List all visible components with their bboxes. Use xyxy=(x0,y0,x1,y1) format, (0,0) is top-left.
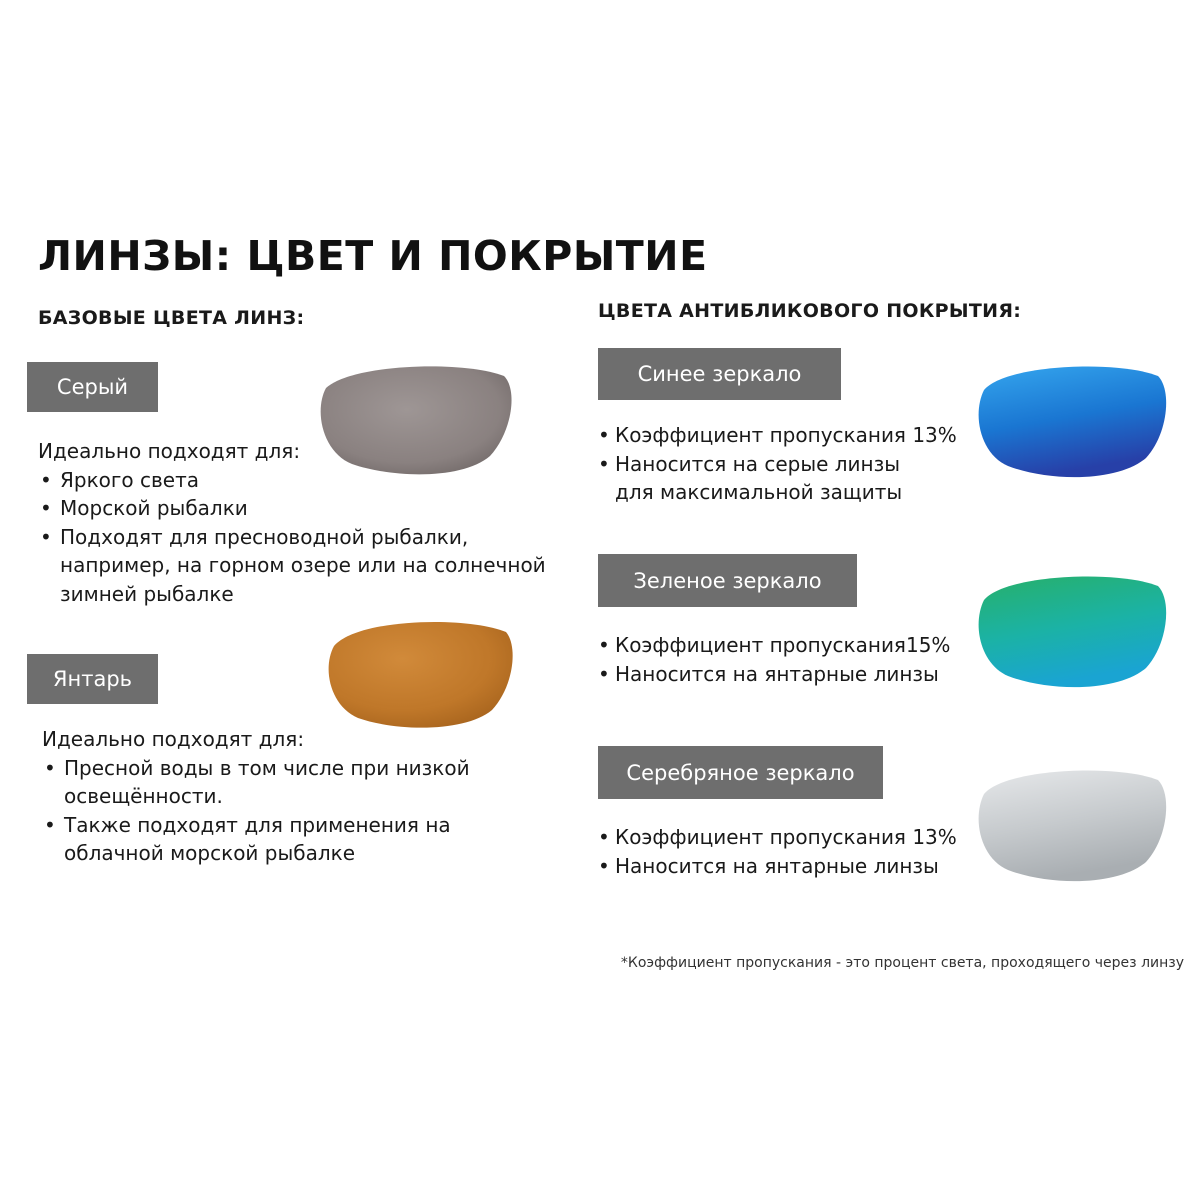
amber-description xyxy=(42,725,542,868)
amber-lead: Идеально подходят для: xyxy=(42,727,305,751)
green-mirror-description xyxy=(598,631,978,688)
amber-list xyxy=(42,754,542,868)
blue-mirror-lens-image xyxy=(972,360,1172,484)
silver-mirror-description xyxy=(598,823,978,880)
list-item: • Также подходят для применения на облачной морской рыбалке xyxy=(42,811,452,868)
base-colors-heading: БАЗОВЫЕ ЦВЕТА ЛИНЗ: xyxy=(38,307,305,329)
list-item: • Коэффициент пропускания 13% xyxy=(598,823,978,852)
green-mirror-tag: Зеленое зеркало xyxy=(598,554,857,607)
green-mirror-lens-image xyxy=(972,570,1172,694)
silver-mirror-list xyxy=(598,823,978,880)
blue-mirror-list xyxy=(598,421,978,507)
gray-lead: Идеально подходят для: xyxy=(38,439,301,463)
list-item: • Наносится на янтарные линзы xyxy=(598,660,978,689)
gray-tag: Серый xyxy=(27,362,158,412)
list-item: • Пресной воды в том числе при низкой освещённости. xyxy=(42,754,512,811)
blue-mirror-description xyxy=(598,421,978,507)
list-item: • Коэффициент пропускания15% xyxy=(598,631,978,660)
list-item: • Коэффициент пропускания 13% xyxy=(598,421,978,450)
green-mirror-list xyxy=(598,631,978,688)
list-item: • Наносится на серые линзы для максимальной защиты xyxy=(598,450,938,507)
amber-lens-image xyxy=(322,614,518,734)
list-item: • Яркого света xyxy=(38,466,578,495)
coating-colors-heading: ЦВЕТА АНТИБЛИКОВОГО ПОКРЫТИЯ: xyxy=(598,300,1022,322)
gray-description xyxy=(38,437,578,608)
gray-list xyxy=(38,466,578,609)
list-item: • Морской рыбалки xyxy=(38,494,578,523)
amber-tag: Янтарь xyxy=(27,654,158,704)
list-item: • Подходят для пресноводной рыбалки, например, на горном озере или на солнечной зимней рыбалке xyxy=(38,523,578,609)
silver-mirror-lens-image xyxy=(972,764,1172,888)
blue-mirror-tag: Синее зеркало xyxy=(598,348,841,400)
footnote: *Коэффициент пропускания - это процент света, проходящего через линзу xyxy=(620,955,1184,971)
silver-mirror-tag: Серебряное зеркало xyxy=(598,746,883,799)
page-title: ЛИНЗЫ: ЦВЕТ И ПОКРЫТИЕ xyxy=(38,232,708,280)
list-item: • Наносится на янтарные линзы xyxy=(598,852,978,881)
